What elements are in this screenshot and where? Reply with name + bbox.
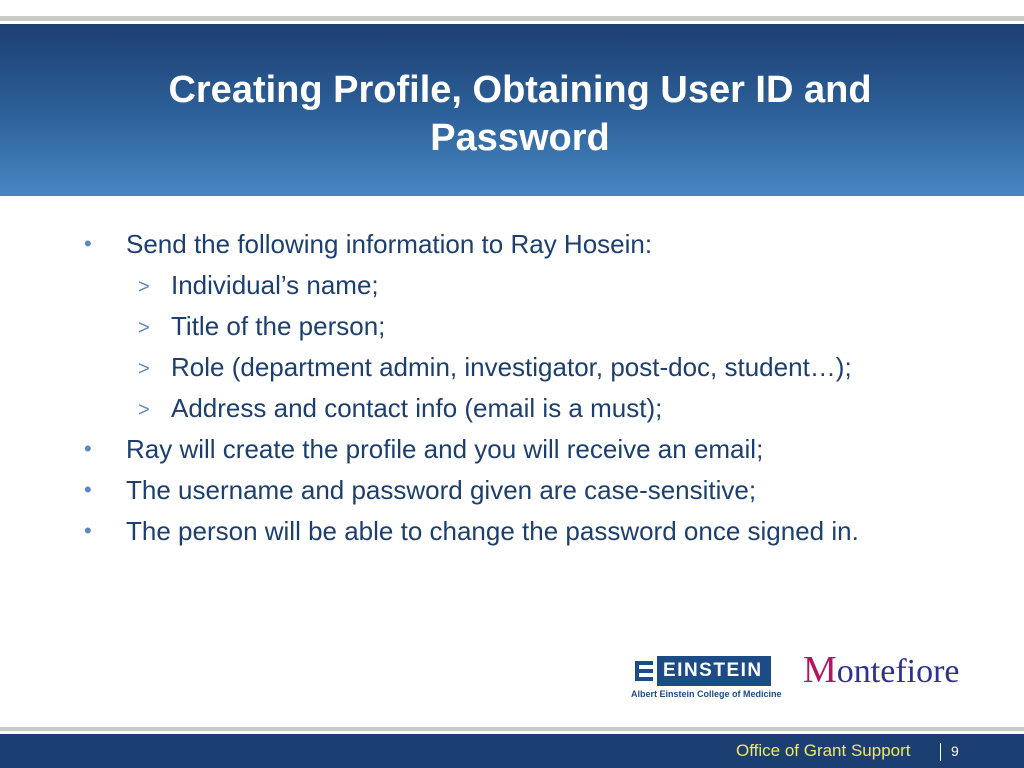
sub-bullet-text: Title of the person; xyxy=(171,311,386,341)
montefiore-logo xyxy=(803,650,960,690)
montefiore-initial: M xyxy=(803,649,837,691)
chevron-right-icon: > xyxy=(138,276,150,298)
footer-bar xyxy=(0,734,1024,768)
footer-separator xyxy=(940,743,941,761)
einstein-subtitle: Albert Einstein College of Medicine xyxy=(631,689,782,699)
bullet-dot-icon: • xyxy=(84,477,92,502)
title-banner xyxy=(0,24,1024,196)
einstein-wordmark: EINSTEIN xyxy=(663,660,763,681)
bullet-dot-icon: • xyxy=(84,231,92,256)
bottom-divider xyxy=(0,727,1024,731)
page-number: 9 xyxy=(951,743,959,759)
sub-bullet-text: Individual’s name; xyxy=(171,270,379,300)
einstein-logo xyxy=(631,656,782,702)
sub-bullet-text: Role (department admin, investigator, post-doc, student…); xyxy=(171,352,852,382)
einstein-logo-bar xyxy=(631,656,771,686)
chevron-right-icon: > xyxy=(138,358,150,380)
einstein-emblem-icon xyxy=(631,656,657,686)
bullet-text: Ray will create the profile and you will receive an email; xyxy=(126,434,764,464)
bullet-dot-icon: • xyxy=(84,436,92,461)
top-divider xyxy=(0,16,1024,21)
bullet-text: The person will be able to change the password once signed in. xyxy=(126,516,859,546)
bullet-dot-icon: • xyxy=(84,518,92,543)
footer-office-label: Office of Grant Support xyxy=(736,741,911,760)
montefiore-wordmark: ontefiore xyxy=(836,653,960,690)
chevron-right-icon: > xyxy=(138,317,150,339)
slide-title: Creating Profile, Obtaining User ID and Password xyxy=(168,69,872,159)
bullet-text: The username and password given are case-sensitive; xyxy=(126,475,757,505)
chevron-right-icon: > xyxy=(138,399,150,421)
sub-bullet-text: Address and contact info (email is a must); xyxy=(171,393,663,423)
bullet-text: Send the following information to Ray Hosein: xyxy=(126,229,653,259)
